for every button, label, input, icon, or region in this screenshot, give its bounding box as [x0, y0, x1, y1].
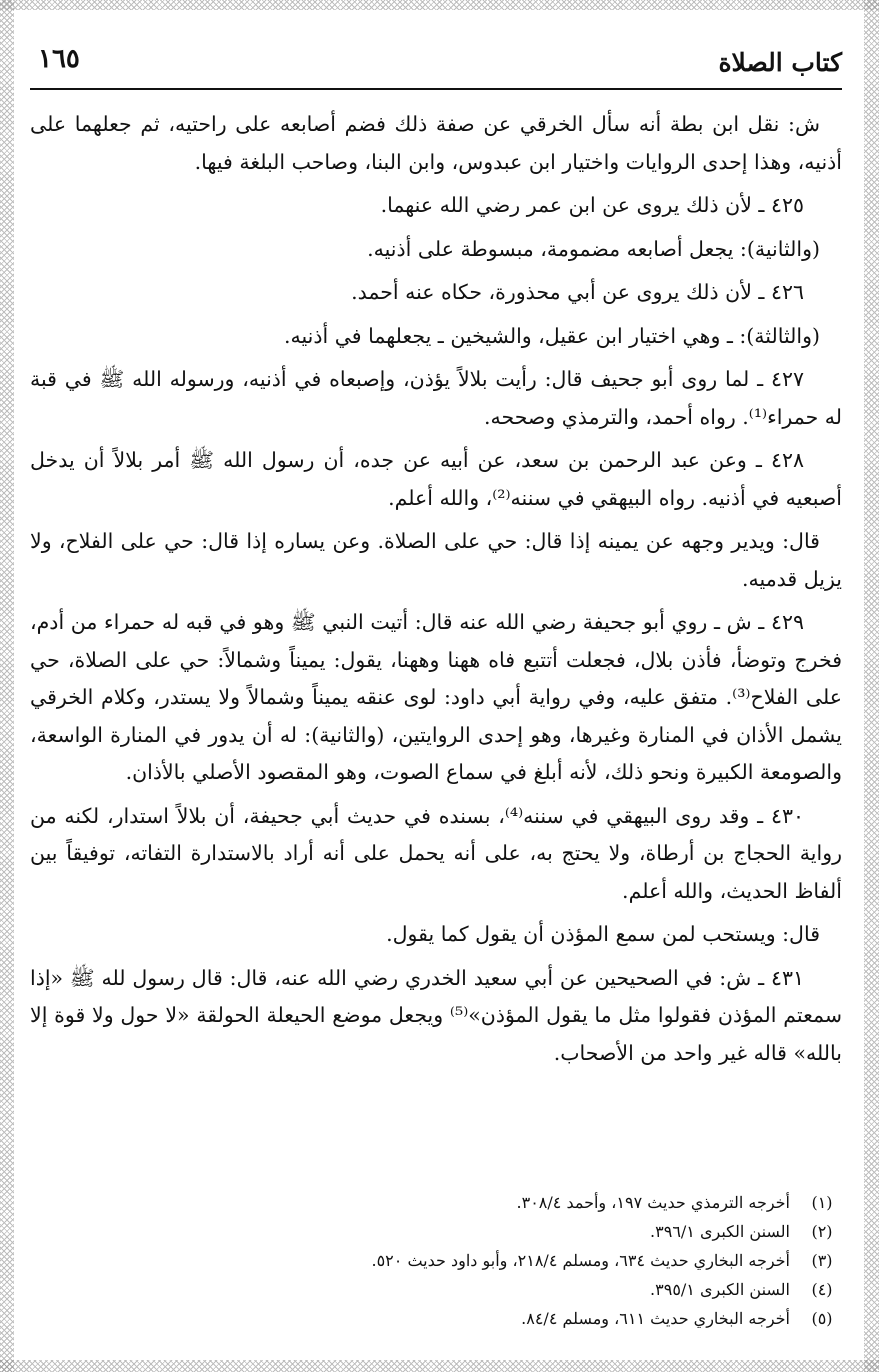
paragraph-commentary-intro: ش: نقل ابن بطة أنه سأل الخرقي عن صفة ذلك فضم أصابعه على راحتيه، ثم جعلهما على أذنيه، وهذا إحدى الروايات واختيار ابن عبدوس، وابن البنا، وصاحب البلغة فيها. [30, 112, 842, 174]
footnote-text: أخرجه الترمذي حديث ١٩٧، وأحمد ٣٠٨/٤. [516, 1193, 790, 1212]
footnote-number: (٤) [811, 1280, 833, 1299]
footnote-item [30, 1275, 842, 1304]
book-page [30, 18, 842, 1353]
footnote-number: (٣) [811, 1251, 833, 1270]
footnote-text: أخرجه البخاري حديث ٦١١، ومسلم ٨٤/٤. [521, 1309, 790, 1328]
footnote-number: (٢) [811, 1222, 833, 1241]
main-text [30, 106, 842, 1072]
footnote-text: السنن الكبرى ٣٩٦/١. [650, 1222, 790, 1241]
paragraph-430: ٤٣٠ ـ وقد روى البيهقي في سننه⁽⁴⁾، بسنده في حديث أبي جحيفة، أن بلالاً استدار، لكنه من رواية الحجاج بن أرطاة، ولا يحتج به، على أنه يحمل على أنه أراد بالاستدارة التفاته، توفيقاً بين ألفاظ الحديث، والله أعلم. [30, 803, 842, 903]
footnote-item [30, 1188, 842, 1217]
paragraph-third-narration: (والثالثة): ـ وهي اختيار ابن عقيل، والشيخين ـ يجعلهما في أذنيه. [283, 323, 820, 348]
running-header [30, 40, 842, 90]
paragraph-427: ٤٢٧ ـ لما روى أبو جحيف قال: رأيت بلالاً يؤذن، وإصبعاه في أذنيه، ورسوله الله ﷺ في قبة له حمراء⁽¹⁾. رواه أحمد، والترمذي وصححه. [30, 367, 842, 429]
page-number: ١٦٥ [38, 44, 80, 74]
footnote-item [30, 1304, 842, 1333]
page-border-bottom [0, 1360, 879, 1372]
footnote-text: السنن الكبرى ٣٩٥/١. [650, 1280, 790, 1299]
book-title: كتاب الصلاة [718, 48, 842, 77]
paragraph-426: ٤٢٦ ـ لأن ذلك يروى عن أبي محذورة، حكاه عنه أحمد. [351, 280, 804, 304]
paragraph-429: ٤٢٩ ـ ش ـ روي أبو جحيفة رضي الله عنه قال: أتيت النبي ﷺ وهو في قبه له حمراء من أدم، فخرج وتوضأ، فأذن بلال، فجعلت أتتبع فاه ههنا وههنا، يقول: يميناً وشمالاً: حي على الصلاة، حي على الفلاح⁽³⁾. متفق عليه، وفي رواية أبي داود: لوى عنقه يميناً وشمالاً ولا يستدر، وكلام الخرقي يشمل الأذان في المنارة وغيرها، وهو إحدى الروايتين، (والثانية): له أن يدور في المنارة الواسعة، والصومعة الكبيرة ونحو ذلك، لأنه أبلغ في سماع الصوت، وهو المقصود الأصلي بالأذان. [30, 610, 843, 784]
footnote-item [30, 1246, 842, 1275]
paragraph-425: ٤٢٥ ـ لأن ذلك يروى عن ابن عمر رضي الله عنهما. [380, 193, 804, 217]
footnote-text: أخرجه البخاري حديث ٦٣٤، ومسلم ٢١٨/٤، وأبو داود حديث ٥٢٠. [371, 1251, 790, 1270]
paragraph-second-narration: (والثانية): يجعل أصابعه مضمومة، مبسوطة على أذنيه. [367, 236, 820, 261]
paragraph-431: ٤٣١ ـ ش: في الصحيحين عن أبي سعيد الخدري رضي الله عنه، قال: قال رسول لله ﷺ «إذا سمعتم المؤذن فقولوا مثل ما يقول المؤذن»⁽⁵⁾ ويجعل موضع الحيعلة الحولقة «لا حول ولا قوة إلا بالله» قاله غير واحد من الأصحاب. [30, 965, 843, 1065]
page-border-right [864, 0, 879, 1372]
paragraph-qala-turning: قال: ويدير وجهه عن يمينه إذا قال: حي على الصلاة. وعن يساره إذا قال: حي على الفلاح، ولا يزيل قدميه. [30, 529, 842, 591]
paragraph-428: ٤٢٨ ـ وعن عبد الرحمن بن سعد، عن أبيه عن جده، أن رسول الله ﷺ أمر بلالاً أن يدخل أصبعيه في أذنيه. رواه البيهقي في سننه⁽²⁾، والله أعلم. [30, 448, 842, 510]
footnote-item [30, 1217, 842, 1246]
paragraph-qala-listener: قال: ويستحب لمن سمع المؤذن أن يقول كما يقول. [386, 922, 820, 946]
footnote-number: (١) [811, 1193, 833, 1212]
footnote-number: (٥) [811, 1309, 833, 1328]
page-border-left [0, 0, 14, 1372]
footnotes [30, 1188, 842, 1333]
page-border-top [0, 0, 879, 10]
